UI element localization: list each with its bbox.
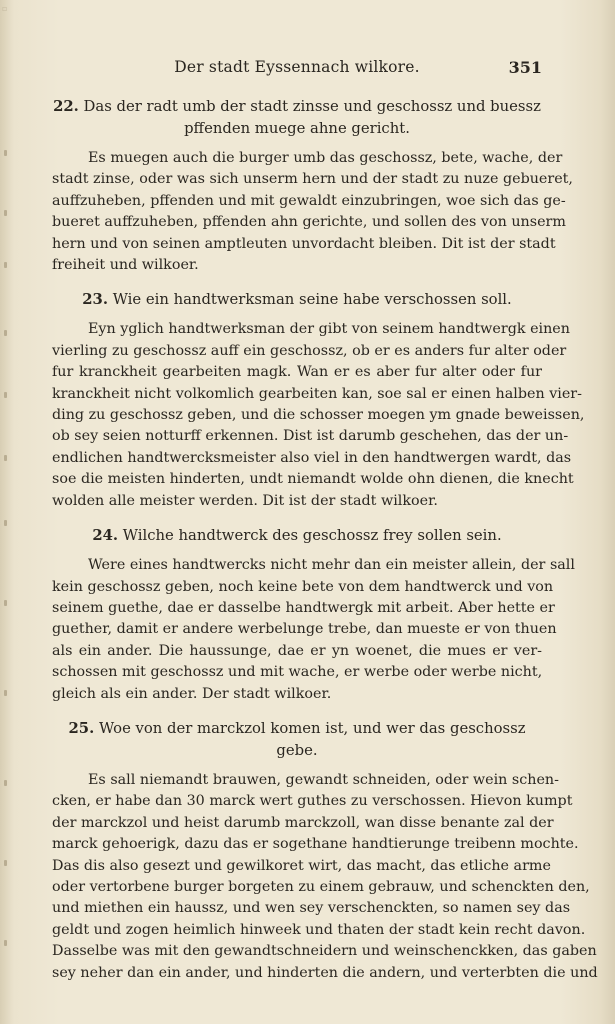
- running-header: [52, 58, 542, 80]
- section-title-line: Wie ein handtwerksman seine habe verschossen soll.: [112, 291, 512, 309]
- text-line: Dasselbe was mit den gewandtschneidern und weinschenckken, das gaben: [52, 943, 597, 960]
- text-line: bueret auffzuheben, pffenden ahn gerichte, und sollen des von unserm: [52, 214, 566, 231]
- section-body: [52, 555, 575, 705]
- text-line: Es muegen auch die burger umb das geschossz, bete, wache, der: [88, 150, 563, 166]
- section-title: [52, 96, 542, 140]
- text-line: freiheit und wilkoer.: [52, 257, 199, 274]
- text-line: ob sey seien notturff erkennen. Dist ist darumb geschehen, das der un-: [52, 428, 569, 445]
- text-line: guether, damit er andere werbelunge trebe, dan mueste er von thuen: [52, 621, 557, 638]
- text-line: der marckzol und heist darumb marckzoll, wan disse benante zal der: [52, 814, 554, 831]
- text-line: ding zu geschossz geben, und die schosser moegen ym gnade beweissen,: [52, 407, 585, 424]
- text-line: cken, er habe dan 30 marck wert guthes zu verschossen. Hievon kumpt: [52, 793, 573, 810]
- text-line: hern und von seinen amptleuten unvordacht bleiben. Dit ist der stadt: [52, 235, 556, 252]
- section-title-line: Das der radt umb der stadt zinsse und geschossz und buessz: [83, 98, 541, 115]
- text-line: als ein ander. Die haussunge, dae er yn woenet, die mues er ver-: [52, 642, 542, 659]
- text-line: sey neher dan ein ander, und hinderten die andern, und verterbten die und: [52, 964, 598, 981]
- text-line: kranckheit nicht volkomlich gearbeiten kan, soe sal er einen halben vier-: [52, 385, 582, 402]
- section-title: [52, 525, 542, 547]
- text-line: und miethen ein haussz, und wen sey verschenckten, so namen sey das: [52, 900, 571, 917]
- section-number: 22.: [53, 98, 79, 115]
- running-title: Der stadt Eyssennach wilkore.: [174, 58, 420, 76]
- section-body: [52, 770, 598, 984]
- text-line: Das dis also gesezt und gewilkoret wirt, das macht, das etliche arme: [52, 857, 551, 874]
- section-body: [52, 319, 585, 512]
- section-number: 24.: [92, 527, 119, 545]
- text-line: oder vertorbene burger borgeten zu einem gebrauw, und schenckten den,: [52, 878, 590, 895]
- page-number: 351: [508, 58, 542, 77]
- binding-gutter: [2, 0, 10, 1024]
- text-line: Were eines handtwercks nicht mehr dan ein meister allein, der sall: [88, 557, 575, 574]
- section-title: [52, 289, 542, 311]
- section-number: 25.: [68, 719, 95, 737]
- section-title: [52, 718, 542, 762]
- section-title-line: Wilche handtwerck des geschossz frey sollen sein.: [122, 527, 502, 545]
- text-line: marck gehoerigk, dazu das er sogethane handtierunge treibenn mochte.: [52, 836, 579, 853]
- corner-stamp: ▫: [2, 4, 8, 13]
- text-line: seinem guethe, dae er dasselbe handtwergk mit arbeit. Aber hette er: [52, 599, 555, 616]
- text-line: gleich als ein ander. Der stadt wilkoer.: [52, 685, 332, 702]
- text-line: auffzuheben, pffenden und mit gewaldt einzubringen, woe sich das ge-: [52, 192, 566, 209]
- text-line: schossen mit geschossz und mit wache, er werbe oder werbe nicht,: [52, 664, 543, 681]
- text-line: endlichen handtwercksmeister also viel in den handtwergen wardt, das: [52, 449, 572, 466]
- text-line: fur kranckheit gearbeiten magk. Wan er es aber fur alter oder fur: [52, 364, 542, 381]
- text-line: Es sall niemandt brauwen, gewandt schneiden, oder wein schen-: [88, 771, 559, 788]
- text-line: vierling zu geschossz auff ein geschossz, ob er es anders fur alter oder: [52, 342, 567, 359]
- text-line: soe die meisten hinderten, undt niemandt wolde ohn dienen, die knecht: [52, 471, 574, 488]
- section-22: [52, 96, 573, 276]
- section-number: 23.: [82, 291, 108, 309]
- page-content: [52, 96, 598, 997]
- text-line: stadt zinse, oder was sich unserm hern und der stadt zu nuze gebueret,: [52, 171, 573, 188]
- text-line: kein geschossz geben, noch keine bete von dem handtwerck und von: [52, 578, 554, 595]
- section-25: [52, 718, 598, 984]
- text-line: wolden alle meister werden. Dit ist der stadt wilkoer.: [52, 492, 438, 509]
- section-23: [52, 289, 585, 512]
- text-line: Eyn yglich handtwerksman der gibt von seinem handtwergk einen: [88, 321, 570, 338]
- section-body: [52, 148, 573, 276]
- section-title-line: pffenden muege ahne gericht.: [184, 120, 410, 137]
- section-title-line: Woe von der marckzol komen ist, und wer das geschossz gebe.: [98, 719, 526, 759]
- text-line: geldt und zogen heimlich hinweek und thaten der stadt kein recht davon.: [52, 921, 586, 938]
- section-24: [52, 525, 575, 705]
